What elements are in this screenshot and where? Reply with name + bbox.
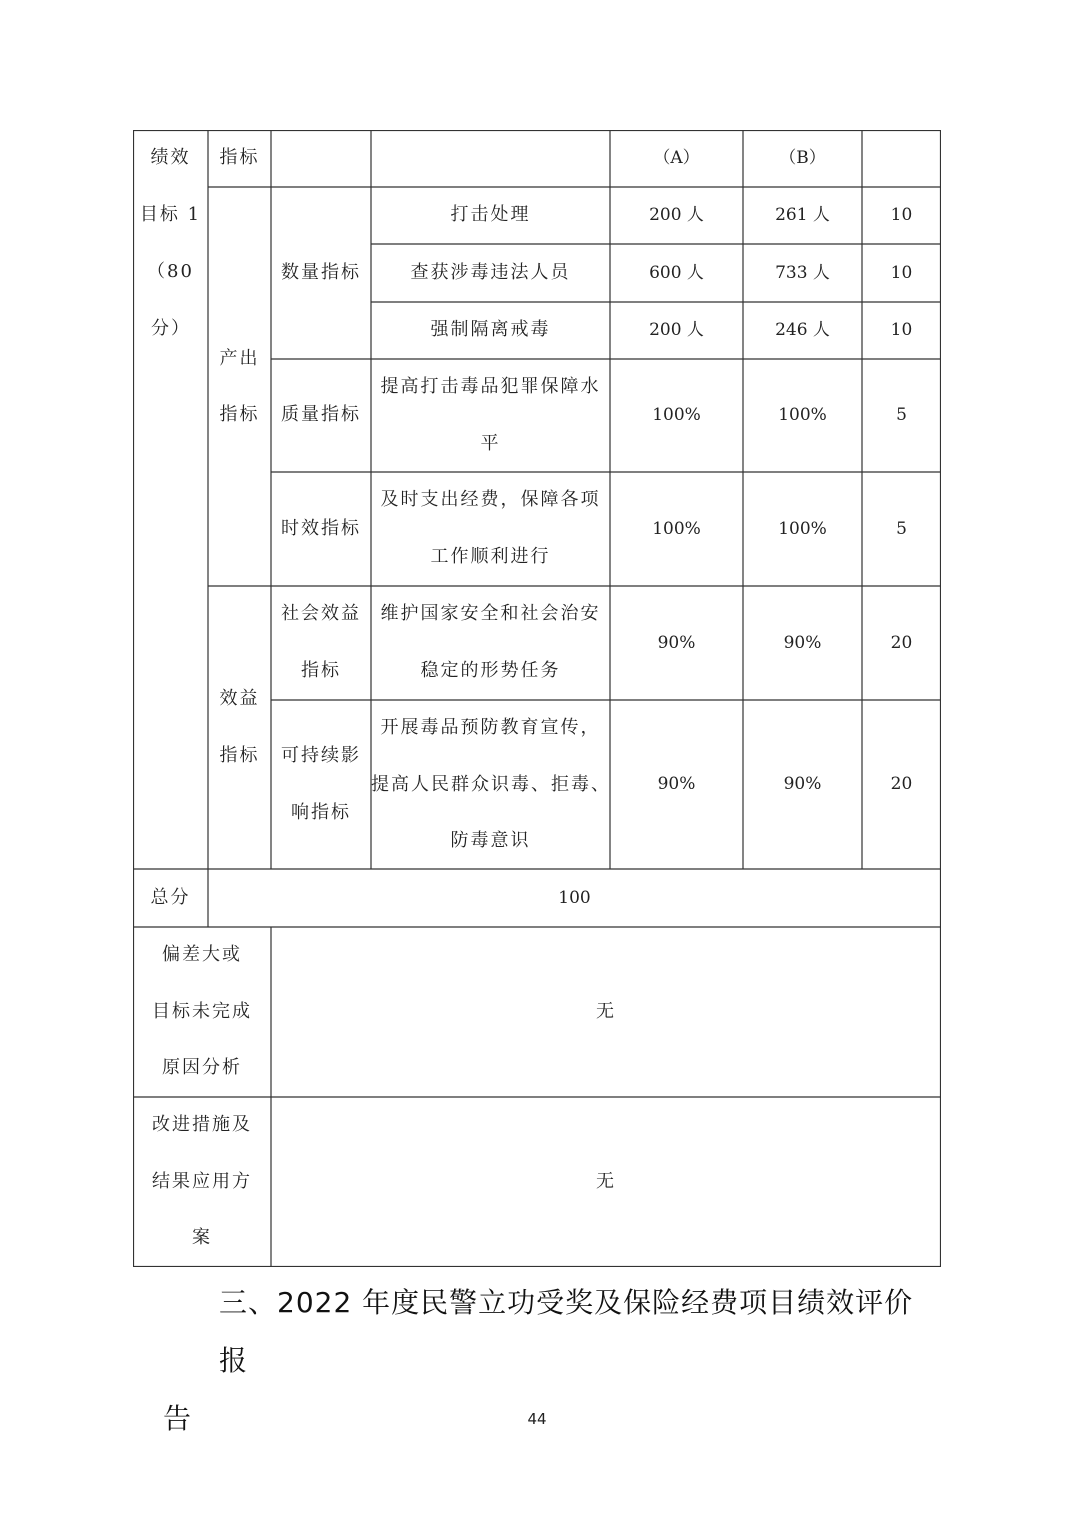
- row-value-b: 90%: [783, 774, 822, 794]
- goal-label-line3: 分）: [151, 318, 191, 339]
- deviation-label-line2: 目标未完成: [152, 1001, 252, 1022]
- row-value-b: 100%: [778, 519, 827, 539]
- total-label: 总分: [150, 887, 191, 908]
- indicator-type-sustainable-line1: 可持续影: [281, 745, 361, 766]
- indicator-type-quantity: 数量指标: [281, 262, 361, 283]
- deviation-value: 无: [596, 1001, 616, 1022]
- page-number: 44: [527, 1410, 547, 1428]
- row-content: 打击处理: [450, 204, 531, 225]
- row-value-a: 600 人: [649, 263, 704, 283]
- row-score: 5: [896, 405, 907, 425]
- indicator-type-social-line1: 社会效益: [281, 603, 361, 624]
- row-content: 查获涉毒违法人员: [410, 262, 571, 283]
- row-score: 5: [896, 519, 907, 539]
- goal-label-line2: （80: [147, 261, 194, 282]
- row-content-line3: 防毒意识: [450, 830, 531, 851]
- row-content-line2: 工作顺利进行: [430, 546, 551, 567]
- benefit-category-line1: 效益: [219, 688, 260, 709]
- indicator-type-timeliness: 时效指标: [281, 518, 361, 539]
- section-heading-line1: 三、2022 年度民警立功受奖及保险经费项目绩效评价报: [219, 1286, 914, 1377]
- deviation-label-line3: 原因分析: [162, 1057, 242, 1078]
- improvement-label-line3: 案: [192, 1227, 212, 1248]
- row-content-line2: 提高人民群众识毒、拒毒、: [371, 774, 611, 795]
- row-value-a: 100%: [652, 405, 701, 425]
- row-value-b: 261 人: [775, 205, 830, 225]
- goal-label-line1: 目标 1: [139, 204, 202, 225]
- row-value-a: 90%: [657, 633, 696, 653]
- section-heading-line2: 告: [163, 1402, 193, 1435]
- benefit-category-line2: 指标: [219, 745, 260, 766]
- row-content-line2: 稳定的形势任务: [420, 660, 561, 681]
- deviation-label-line1: 偏差大或: [162, 944, 242, 965]
- row-value-b: 733 人: [775, 263, 830, 283]
- total-value: 100: [558, 888, 591, 908]
- row-value-a: 200 人: [649, 320, 704, 340]
- indicator-type-social-line2: 指标: [301, 660, 341, 681]
- row-content-line1: 提高打击毒品犯罪保障水: [380, 376, 601, 397]
- row-score: 20: [890, 633, 913, 653]
- improvement-value: 无: [596, 1171, 616, 1192]
- row-content: 强制隔离戒毒: [430, 319, 551, 340]
- header-col-a: （A）: [653, 148, 700, 168]
- row-score: 10: [890, 320, 913, 340]
- row-value-a: 90%: [657, 774, 696, 794]
- row-value-b: 246 人: [775, 320, 830, 340]
- output-category-line2: 指标: [219, 404, 260, 425]
- row-content-line1: 及时支出经费，保障各项: [380, 489, 601, 510]
- improvement-label-line1: 改进措施及: [152, 1114, 252, 1135]
- row-content-line2: 平: [480, 433, 501, 454]
- row-value-b: 100%: [778, 405, 827, 425]
- row-value-a: 200 人: [649, 205, 704, 225]
- row-content-line1: 开展毒品预防教育宣传，: [380, 717, 601, 738]
- row-content-line1: 维护国家安全和社会治安: [380, 603, 601, 624]
- indicator-type-quality: 质量指标: [281, 404, 361, 425]
- improvement-label-line2: 结果应用方: [152, 1171, 252, 1192]
- header-col-b: （B）: [779, 148, 826, 168]
- header-performance: 绩效: [150, 147, 191, 168]
- row-value-b: 90%: [783, 633, 822, 653]
- row-value-a: 100%: [652, 519, 701, 539]
- row-score: 20: [890, 774, 913, 794]
- row-score: 10: [890, 205, 913, 225]
- header-indicator: 指标: [219, 147, 260, 168]
- row-score: 10: [890, 263, 913, 283]
- output-category-line1: 产出: [219, 348, 260, 369]
- indicator-type-sustainable-line2: 响指标: [291, 802, 351, 823]
- performance-table: [133, 130, 941, 1267]
